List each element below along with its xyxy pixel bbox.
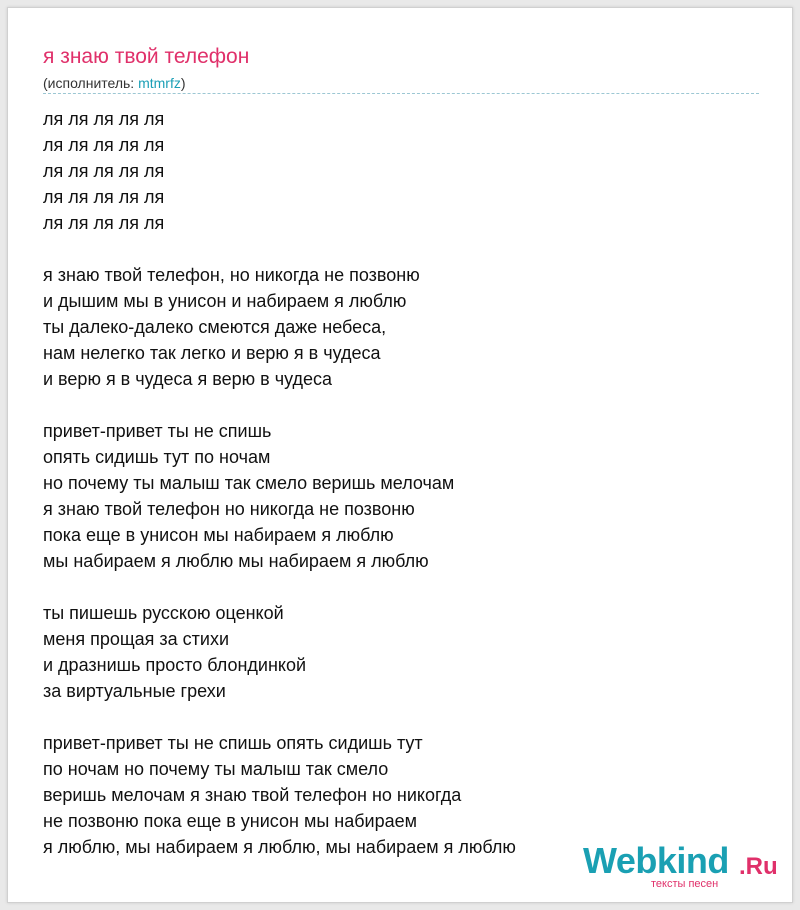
lyrics-body — [43, 106, 743, 886]
lyric-line: за виртуальные грехи — [43, 681, 226, 701]
lyrics-stanza — [43, 106, 743, 236]
logo-tagline: тексты песен — [651, 878, 719, 890]
song-title: я знаю твой телефон — [43, 45, 250, 68]
lyric-line: опять сидишь тут по ночам — [43, 447, 271, 467]
lyric-line: ты далеко-далеко смеются даже небеса, — [43, 317, 387, 337]
lyric-line: пока еще в унисон мы набираем я люблю — [43, 525, 394, 545]
lyric-line: веришь мелочам я знаю твой телефон но никогда — [43, 785, 462, 805]
artist-link[interactable]: mtmrfz — [138, 75, 181, 91]
lyric-line: ля ля ля ля ля — [43, 135, 165, 155]
lyrics-stanza — [43, 418, 743, 574]
lyrics-stanza — [43, 600, 743, 704]
webkind-logo[interactable] — [583, 841, 783, 891]
lyric-line: ля ля ля ля ля — [43, 187, 165, 207]
lyric-line: и дышим мы в унисон и набираем я люблю — [43, 291, 407, 311]
lyrics-stanza — [43, 262, 743, 392]
title-divider — [43, 93, 759, 94]
lyric-line: по ночам но почему ты малыш так смело — [43, 759, 389, 779]
lyric-line: ты пишешь русскою оценкой — [43, 603, 284, 623]
lyric-line: ля ля ля ля ля — [43, 161, 165, 181]
lyric-line: я знаю твой телефон, но никогда не позвоню — [43, 265, 420, 285]
artist-prefix: (исполнитель: — [43, 75, 139, 91]
artist-suffix: ) — [180, 75, 186, 91]
logo-tld: .Ru — [739, 853, 778, 880]
lyric-line: и дразнишь просто блондинкой — [43, 655, 307, 675]
content-card — [7, 7, 793, 903]
lyric-line: и верю я в чудеса я верю в чудеса — [43, 369, 333, 389]
artist-line — [43, 74, 186, 92]
lyric-line: меня прощая за стихи — [43, 629, 230, 649]
lyric-line: привет-привет ты не спишь опять сидишь тут — [43, 733, 423, 753]
lyric-line: не позвоню пока еще в унисон мы набираем — [43, 811, 417, 831]
lyric-line: привет-привет ты не спишь — [43, 421, 272, 441]
lyric-line: я люблю, мы набираем я люблю, мы набираем я люблю — [43, 837, 516, 857]
lyric-line: мы набираем я люблю мы набираем я люблю — [43, 551, 429, 571]
lyric-line: я знаю твой телефон но никогда не позвоню — [43, 499, 415, 519]
lyric-line: ля ля ля ля ля — [43, 109, 165, 129]
lyric-line: нам нелегко так легко и верю я в чудеса — [43, 343, 381, 363]
logo-wordmark: Webkind — [583, 840, 729, 881]
lyric-line: но почему ты малыш так смело веришь мелочам — [43, 473, 455, 493]
lyric-line: ля ля ля ля ля — [43, 213, 165, 233]
